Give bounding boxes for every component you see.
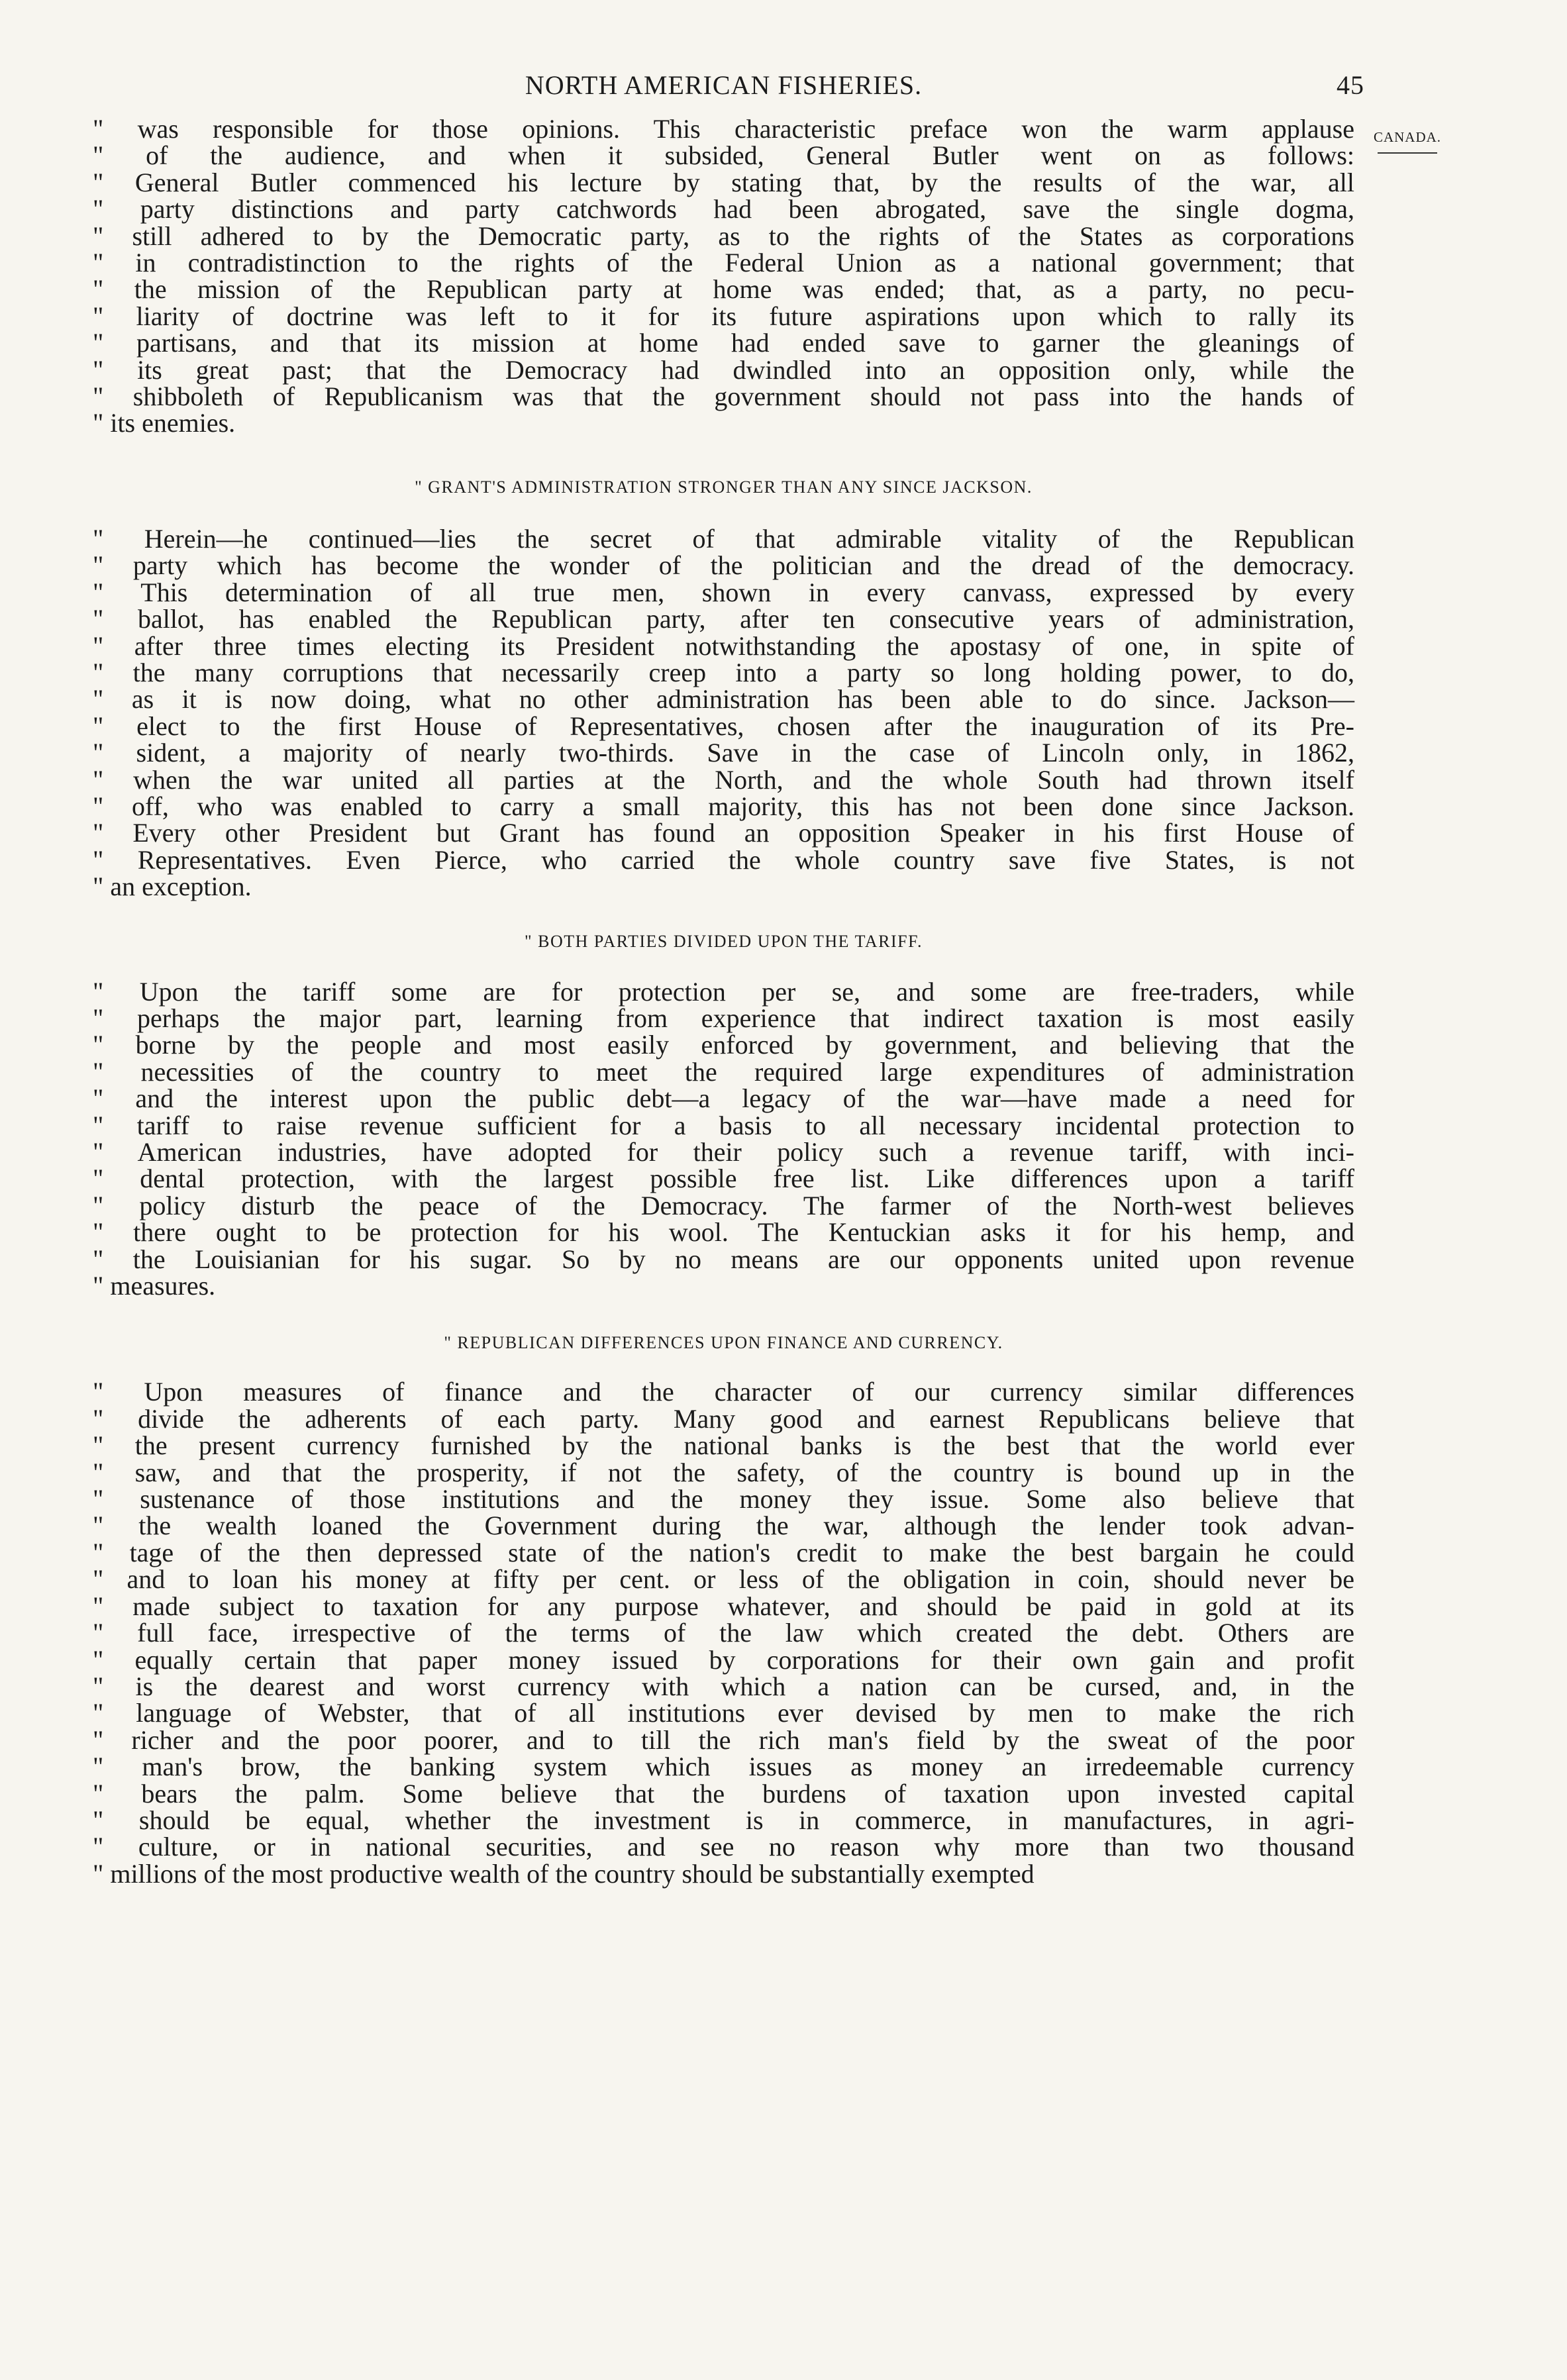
text-line: " off, who was enabled to carry a small majority, this has not been done since Jackson. [93,791,1354,821]
text-line: " the Louisianian for his sugar. So by no means are our opponents united upon revenue [93,1244,1354,1274]
body-text [93,116,1354,1887]
text-line: " when the war united all parties at the North, and the whole South had thrown itself [93,764,1354,795]
text-line: " its great past; that the Democracy had dwindled into an opposition only, while the [93,354,1354,385]
text-line: " Every other President but Grant has found an opposition Speaker in his first House of [93,818,1354,848]
text-line: " sident, a majority of nearly two-thirds. Save in the case of Lincoln only, in 1862, [93,738,1354,768]
text-line: " partisans, and that its mission at home had ended save to garner the gleanings of [93,328,1354,358]
text-line: " its enemies. [93,408,236,438]
text-line: " richer and the poor poorer, and to till the rich man's field by the sweat of the poor [93,1724,1354,1755]
paragraph [93,976,1354,1301]
text-line: " culture, or in national securities, and see no reason why more than two thousand [93,1832,1354,1862]
text-line: " the many corruptions that necessarily creep into a party so long holding power, to do, [93,657,1354,687]
text-line: " the wealth loaned the Government during the war, although the lender took advan- [93,1511,1354,1541]
text-line: " millions of the most productive wealth of the country should be substantially exempted [93,1858,1035,1889]
text-line: " Representatives. Even Pierce, who carried the whole country save five States, is not [93,844,1354,875]
text-line: " shibboleth of Republicanism was that the government should not pass into the hands of [93,381,1354,412]
text-line: " equally certain that paper money issued by corporations for their own gain and profit [93,1644,1354,1675]
text-line: " This determination of all true men, shown in every canvass, expressed by every [93,577,1354,607]
paragraph [93,523,1354,902]
text-line: " measures. [93,1271,216,1301]
paragraph [93,1379,1354,1887]
text-line: " necessities of the country to meet the required large expenditures of administration [93,1056,1354,1087]
margin-note-rule [1378,152,1437,154]
text-line: " still adhered to by the Democratic party, as to the rights of the States as corporations [93,221,1354,251]
text-line: " borne by the people and most easily enforced by government, and believing that the [93,1030,1354,1060]
text-line: " party which has become the wonder of the politician and the dread of the democracy. [93,550,1354,581]
text-line: " Upon measures of finance and the character of our currency similar differences [93,1377,1354,1407]
text-line: " was responsible for those opinions. This characteristic preface won the warm applause [93,114,1354,144]
text-line: " ballot, has enabled the Republican party, after ten consecutive years of administration, [93,604,1354,634]
text-line: " should be equal, whether the investment is in commerce, in manufactures, in agri- [93,1805,1354,1835]
text-line: " made subject to taxation for any purpose whatever, and should be paid in gold at its [93,1591,1354,1621]
text-line: " elect to the first House of Representatives, chosen after the inauguration of its Pre- [93,711,1354,741]
text-line: " American industries, have adopted for their policy such a revenue tariff, with inci- [93,1137,1354,1167]
section-heading: " BOTH PARTIES DIVIDED UPON THE TARIFF. [524,931,923,951]
text-line: " divide the adherents of each party. Many good and earnest Republicans believe that [93,1403,1354,1434]
text-line: " sustenance of those institutions and the money they issue. Some also believe that [93,1484,1354,1514]
text-line: " in contradistinction to the rights of the Federal Union as a national government; that [93,248,1354,278]
text-line: " policy disturb the peace of the Democracy. The farmer of the North-west believes [93,1190,1354,1220]
text-line: " saw, and that the prosperity, if not the safety, of the country is bound up in the [93,1457,1354,1487]
paragraph [93,116,1354,437]
document-page [93,70,1364,1889]
section-heading: " REPUBLICAN DIFFERENCES UPON FINANCE AND CURRENCY. [444,1333,1003,1353]
text-line: " Herein—he continued—lies the secret of that admirable vitality of the Republican [93,523,1354,554]
text-line: " Upon the tariff some are for protection per se, and some are free-traders, while [93,976,1354,1007]
text-line: " full face, irrespective of the terms of the law which created the debt. Others are [93,1618,1354,1648]
text-line: " the present currency furnished by the national banks is the best that the world ever [93,1430,1354,1461]
text-line: " and to loan his money at fifty per cent. or less of the obligation in coin, should never be [93,1564,1354,1595]
text-line: " dental protection, with the largest possible free list. Like differences upon a tariff [93,1164,1354,1194]
text-line: " an exception. [93,871,252,902]
running-title: NORTH AMERICAN FISHERIES. [525,70,923,100]
text-line: " perhaps the major part, learning from experience that indirect taxation is most easily [93,1003,1354,1033]
running-header [93,70,1364,116]
text-line: " party distinctions and party catchwords had been abrogated, save the single dogma, [93,194,1354,224]
text-line: " after three times electing its President notwithstanding the apostasy of one, in spite of [93,630,1354,661]
margin-note-label: CANADA. [1373,129,1442,145]
text-line: " liarity of doctrine was left to it for its future aspirations upon which to rally its [93,301,1354,331]
text-line: " there ought to be protection for his wool. The Kentuckian asks it for his hemp, and [93,1217,1354,1248]
text-line: " tage of the then depressed state of the nation's credit to make the best bargain he could [93,1537,1354,1567]
text-line: " of the audience, and when it subsided, General Butler went on as follows: [93,140,1354,171]
text-line: " man's brow, the banking system which issues as money an irredeemable currency [93,1752,1354,1782]
page-number: 45 [1337,70,1364,100]
text-line: " as it is now doing, what no other administration has been able to do since. Jackson— [93,684,1354,715]
text-line: " the mission of the Republican party at home was ended; that, as a party, no pecu- [93,274,1354,305]
section-heading: " GRANT'S ADMINISTRATION STRONGER THAN ANY SINCE JACKSON. [415,477,1033,497]
text-line: " is the dearest and worst currency with which a nation can be cursed, and, in the [93,1671,1354,1701]
margin-note [1368,129,1447,154]
text-line: " and the interest upon the public debt—a legacy of the war—have made a need for [93,1083,1354,1114]
text-line: " bears the palm. Some believe that the burdens of taxation upon invested capital [93,1778,1354,1809]
text-line: " General Butler commenced his lecture by stating that, by the results of the war, all [93,167,1354,197]
text-line: " language of Webster, that of all institutions ever devised by men to make the rich [93,1698,1354,1728]
text-line: " tariff to raise revenue sufficient for a basis to all necessary incidental protection to [93,1110,1354,1140]
